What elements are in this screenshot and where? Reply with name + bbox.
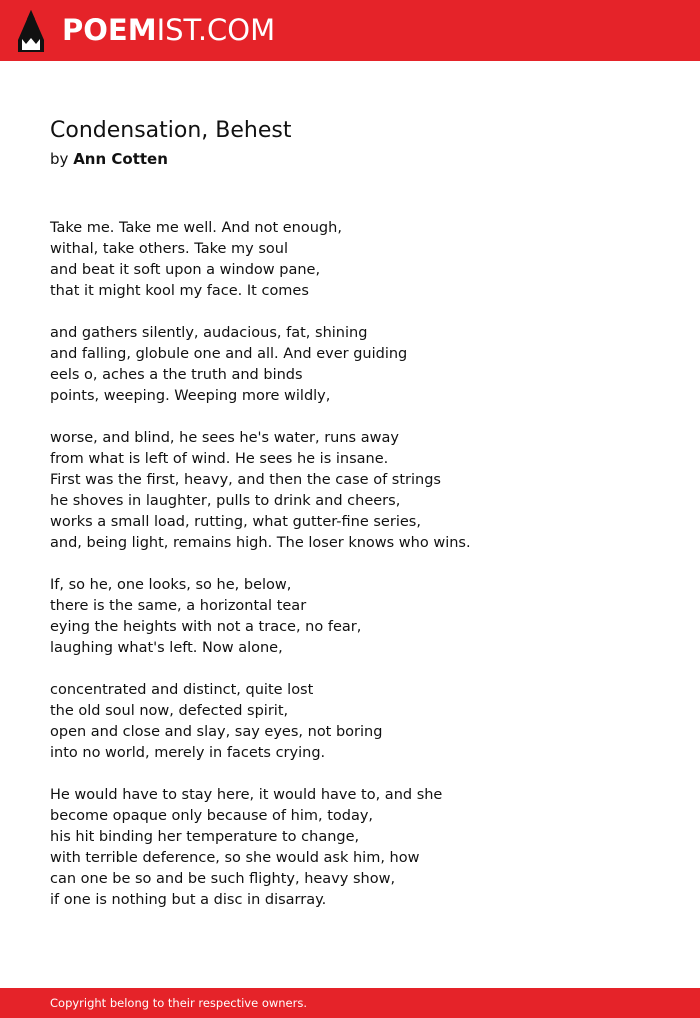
poem-line: can one be so and be such flighty, heavy show,	[50, 871, 396, 887]
poem-line: if one is nothing but a disc in disarray.	[50, 892, 327, 908]
pencil-logo-icon[interactable]	[18, 10, 44, 52]
poem-line: into no world, merely in facets crying.	[50, 745, 326, 761]
poem-line: the old soul now, defected spirit,	[50, 703, 289, 719]
author-name: Ann Cotten	[73, 150, 168, 168]
poem-line: and gathers silently, audacious, fat, shining	[50, 325, 368, 341]
poem-line: He would have to stay here, it would have to, and she	[50, 787, 443, 803]
copyright-notice: Copyright belong to their respective owners.	[50, 996, 308, 1010]
poem-stanza	[50, 680, 670, 764]
poem-stanza	[50, 218, 670, 302]
poem-line: First was the first, heavy, and then the case of strings	[50, 472, 441, 488]
logo-text-light: IST.COM	[156, 13, 276, 47]
poem-line: with terrible deference, so she would ask him, how	[50, 850, 420, 866]
poem-line: works a small load, rutting, what gutter-fine series,	[50, 514, 421, 530]
poem-stanza	[50, 785, 670, 911]
site-header	[0, 0, 700, 61]
poem-line: and beat it soft upon a window pane,	[50, 262, 321, 278]
poem-stanza	[50, 575, 670, 659]
byline	[50, 148, 168, 170]
poem-line: points, weeping. Weeping more wildly,	[50, 388, 331, 404]
poem-title: Condensation, Behest	[50, 118, 292, 143]
poem-line: his hit binding her temperature to change,	[50, 829, 360, 845]
poem-line: eying the heights with not a trace, no fear,	[50, 619, 362, 635]
poem-line: worse, and blind, he sees he's water, runs away	[50, 430, 399, 446]
poem-line: that it might kool my face. It comes	[50, 283, 309, 299]
by-label: by	[50, 150, 69, 168]
poem-line: from what is left of wind. He sees he is insane.	[50, 451, 389, 467]
site-logo[interactable]	[62, 12, 275, 48]
site-footer	[0, 988, 700, 1018]
poem-line: Take me. Take me well. And not enough,	[50, 220, 342, 236]
poem-line: concentrated and distinct, quite lost	[50, 682, 314, 698]
poem-line: laughing what's left. Now alone,	[50, 640, 283, 656]
poem-line: he shoves in laughter, pulls to drink and cheers,	[50, 493, 401, 509]
poem-stanza	[50, 428, 670, 554]
poem-stanza	[50, 323, 670, 407]
logo-text-bold: POEM	[62, 13, 157, 47]
poem-line: eels o, aches a the truth and binds	[50, 367, 303, 383]
poem-line: withal, take others. Take my soul	[50, 241, 288, 257]
poem-line: and, being light, remains high. The loser knows who wins.	[50, 535, 471, 551]
poem-line: become opaque only because of him, today,	[50, 808, 374, 824]
poem-line: there is the same, a horizontal tear	[50, 598, 307, 614]
poem-line: If, so he, one looks, so he, below,	[50, 577, 292, 593]
poem-body	[50, 218, 670, 932]
poem-line: and falling, globule one and all. And ever guiding	[50, 346, 408, 362]
poem-line: open and close and slay, say eyes, not boring	[50, 724, 383, 740]
